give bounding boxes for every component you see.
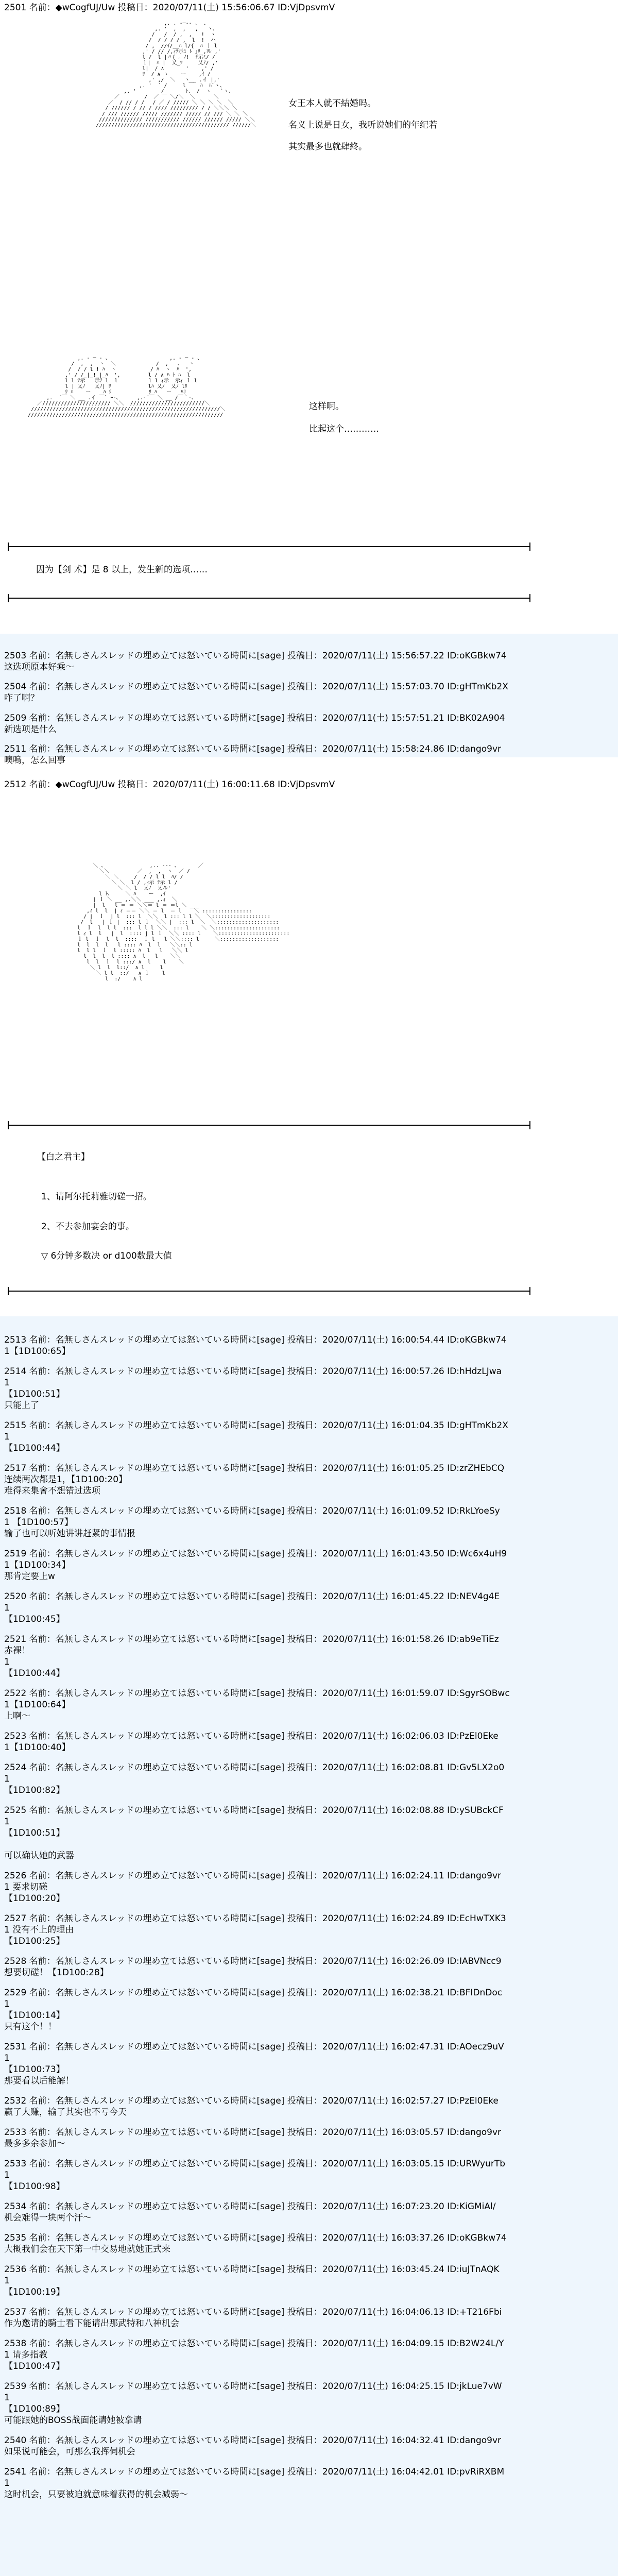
divider [8, 1125, 530, 1126]
reply-header: 2538 名前：名無しさんスレッドの埋め立ては怒いている時間に[sage] 投稿日：2020/07/11(土) 16:04:09.15 ID:B2W24L/Y [4, 2338, 504, 2349]
reply-header: 2540 名前：名無しさんスレッドの埋め立ては怒いている時間に[sage] 投稿日：2020/07/11(土) 16:04:32.41 ID:dango9vr [4, 2435, 502, 2446]
reply-body-line: 只有这个！！ [4, 2022, 57, 2032]
reply-header: 2534 名前：名無しさんスレッドの埋め立ては怒いている時間に[sage] 投稿日：2020/07/11(土) 16:07:23.20 ID:KiGMiAl/ [4, 2201, 496, 2212]
reply-body-line: 【1D100:89】 [4, 2404, 65, 2414]
reply-body-line: 机会难得一块两个汗～ [4, 2213, 92, 2223]
reply-body-line: 【1D100:47】 [4, 2361, 65, 2371]
reply-body: 咋了啊？ [4, 693, 39, 703]
reply-body-line: 【1D100:51】 [4, 1389, 65, 1399]
reply-body-line: 1 [4, 1432, 10, 1442]
reply-header: 2532 名前：名無しさんスレッドの埋め立ては怒いている時間に[sage] 投稿日：2020/07/11(土) 16:02:57.27 ID:PzEl0Eke [4, 2096, 499, 2106]
reply-header: 2536 名前：名無しさんスレッドの埋め立ては怒いている時間に[sage] 投稿日：2020/07/11(土) 16:03:45.24 ID:iuJTnAQK [4, 2264, 500, 2275]
reply-body-line: 1 请多指教 [4, 2350, 48, 2360]
reply-body-line: 1 [4, 2276, 10, 2286]
reply-body-line: 可能跟她的BOSS战面能请她被拿请 [4, 2415, 142, 2426]
reply-body-line: 【1D100:44】 [4, 1668, 65, 1679]
speech-line: 女王本人就不結婚吗。 [288, 98, 376, 109]
reply-header: 2520 名前：名無しさんスレッドの埋め立ては怒いている時間に[sage] 投稿日：2020/07/11(土) 16:01:45.22 ID:NEV4g4E [4, 1591, 500, 1602]
reply-body-line: 那肯定要上w [4, 1571, 55, 1582]
reply-body-line: 作为邀请的騎士看下能请出那武特和八神机会 [4, 2318, 179, 2329]
reply-body: 新选项是什么 [4, 724, 57, 735]
reply-body-line: 这时机会，只要被迫就意味着获得的机会减弱～ [4, 2489, 188, 2500]
narration: 因为【剑 术】是 8 以上，发生新的选项…… [36, 565, 208, 575]
post-header: 2501 名前：◆wCogfUJ/Uw 投稿日：2020/07/11(土) 15:56:06.67 ID:VjDpsvmV [4, 3, 335, 13]
divider-tick [529, 543, 530, 551]
reply-body-line: 1【1D100:65】 [4, 1346, 71, 1357]
reply-body-line: 【1D100:45】 [4, 1614, 65, 1624]
reply-body-line: 如果说可能会，可那么我挥伺机会 [4, 2447, 135, 2457]
reply-body-line: 只能上了 [4, 1400, 39, 1411]
reply-header: 2504 名前：名無しさんスレッドの埋め立ては怒いている時間に[sage] 投稿日：2020/07/11(土) 15:57:03.70 ID:gHTmKb2X [4, 682, 508, 692]
reply-body-line: 1 [4, 2170, 10, 2180]
reply-header: 2518 名前：名無しさんスレッドの埋め立ては怒いている時間に[sage] 投稿日：2020/07/11(土) 16:01:09.52 ID:RkLYoeSy [4, 1506, 500, 1516]
reply-header: 2527 名前：名無しさんスレッドの埋め立ては怒いている時間に[sage] 投稿日：2020/07/11(土) 16:02:24.89 ID:EcHwTXK3 [4, 1913, 506, 1924]
reply-body-line: 可以确认她的武器 [4, 1851, 74, 1861]
reply-body-line: 1【1D100:40】 [4, 1742, 71, 1753]
reply-body-line: 【1D100:19】 [4, 2287, 65, 2297]
reply-header: 2515 名前：名無しさんスレッドの埋め立ては怒いている時間に[sage] 投稿日：2020/07/11(土) 16:01:04.35 ID:gHTmKb2X [4, 1420, 508, 1431]
reply-body-line: 想要切磋！【1D100:28】 [4, 1968, 109, 1978]
reply-body-line: 赢了大赚，输了其实也不亏今天 [4, 2107, 127, 2117]
reply-body-line: 1 没有不上的理由 [4, 1925, 74, 1935]
divider-tick [8, 1287, 9, 1295]
reply-header: 2537 名前：名無しさんスレッドの埋め立ては怒いている時間に[sage] 投稿日：2020/07/11(土) 16:04:06.13 ID:+T216Fbi [4, 2307, 502, 2317]
reply-header: 2519 名前：名無しさんスレッドの埋め立ては怒いている時間に[sage] 投稿日：2020/07/11(土) 16:01:43.50 ID:Wc6x4uH9 [4, 1549, 507, 1559]
reply-header: 2517 名前：名無しさんスレッドの埋め立ては怒いている時間に[sage] 投稿日：2020/07/11(土) 16:01:05.25 ID:zrZHEbCQ [4, 1463, 505, 1473]
reply-header: 2533 名前：名無しさんスレッドの埋め立ては怒いている時間に[sage] 投稿日：2020/07/11(土) 16:03:05.15 ID:URWyurTb [4, 2159, 506, 2169]
speech-line: 这样啊。 [309, 401, 344, 412]
speech-line: 名义上说是日女，我听说她们的年纪若 [288, 120, 437, 130]
divider-tick [8, 1121, 9, 1129]
option-1: 1、请阿尔托莉雅切磋一招。 [41, 1192, 152, 1202]
divider-tick [8, 543, 9, 551]
reply-body-line: 1 [4, 1657, 10, 1667]
reply-header: 2509 名前：名無しさんスレッドの埋め立ては怒いている時間に[sage] 投稿日：2020/07/11(土) 15:57:51.21 ID:BK02A904 [4, 713, 505, 723]
ascii-art-characters-pair: ,. - ─ - 、 ,. - ─ - 、 / , , ヽ ＼ / , 、 ヽ / / / l ! ﾊ ヽ / ﾊ ヽ ﾊ ', ,' / /_|_!_|_ﾊ ', l / ∧ ﾊ ﾄ ﾊ l l l ﾃ示 示ﾃ l l l l ｨ示 示ｨ ｌ l l | 乂ﾉ 乂ﾉ| ﾘ lﾊ 乂ﾉ 乂ﾉ lﾘ ﾘ ﾊ ー ﾊ ﾘ ﾘ ﾊ ー ﾊﾘ ,. ´￣ ＼ __ .イ ￣` ｰ-、 ,.-´￣ ＼ __ /￣｀-、 ／////////////////////// ＼＼ ////////////////////////＼ /////////////////////////////////////////////////////////////＼ /////////////////////////////////////////////////////////////// [28, 355, 226, 418]
reply-header: 2541 名前：名無しさんスレッドの埋め立ては怒いている時間に[sage] 投稿日：2020/07/11(土) 16:04:42.01 ID:pvRiRXBM [4, 2467, 505, 2477]
option-2: 2、不去参加宴会的事。 [41, 1222, 134, 1232]
reply-body-line: 【1D100:25】 [4, 1936, 65, 1946]
reply-header: 2521 名前：名無しさんスレッドの埋め立ては怒いている時間に[sage] 投稿日：2020/07/11(土) 16:01:58.26 ID:ab9eTiEz [4, 1634, 499, 1645]
reply-header: 2526 名前：名無しさんスレッドの埋め立ては怒いている時間に[sage] 投稿日：2020/07/11(土) 16:02:24.11 ID:dango9vr [4, 1871, 502, 1881]
reply-body-line: 【1D100:51】 [4, 1828, 65, 1838]
reply-body-line: 1 [4, 2053, 10, 2063]
divider [8, 598, 530, 599]
divider-tick [529, 1121, 530, 1129]
reply-body-line: 【1D100:98】 [4, 2181, 65, 2192]
divider [8, 1291, 530, 1292]
reply-header: 2535 名前：名無しさんスレッドの埋め立ては怒いている時間に[sage] 投稿日：2020/07/11(土) 16:03:37.26 ID:oKGBkw74 [4, 2233, 507, 2243]
reply-body-line: 【1D100:44】 [4, 1443, 65, 1453]
reply-body-line: 【1D100:73】 [4, 2064, 65, 2075]
reply-body-line: 1【1D100:64】 [4, 1700, 71, 1710]
reply-body-line: 【1D100:14】 [4, 2010, 65, 2021]
reply-header: 2522 名前：名無しさんスレッドの埋め立ては怒いている時間に[sage] 投稿日：2020/07/11(土) 16:01:59.07 ID:SgyrSOBwc [4, 1688, 510, 1699]
reply-body-line: 1 [4, 1817, 10, 1827]
reply-header: 2514 名前：名無しさんスレッドの埋め立ては怒いている時間に[sage] 投稿日：2020/07/11(土) 16:00:57.26 ID:hHdzLJwa [4, 1366, 502, 1377]
reply-body-line: 1 [4, 1378, 10, 1388]
section-title: 【白之君主】 [37, 1152, 90, 1162]
reply-header: 2513 名前：名無しさんスレッドの埋め立ては怒いている時間に[sage] 投稿日：2020/07/11(土) 16:00:54.44 ID:oKGBkw74 [4, 1335, 507, 1345]
ascii-art-character: ,. . -─‐- 、 . ,. ' , , , ヽ、 / / / , , ! ヽ / / / / / , l ! ハ / , //ｲ/__ﾊ l/{ ﾊ ｜ l ,' / // /,ｨﾃ示ﾐ ﾄ ｣ﾘ ,ﾘﾚ ,' l / l |〃{ 。ﾉ! ﾃ示ﾐ/ / ｌ| ﾊ | 乂_ﾂ 乂ﾉ/ ,' l| / ∧ ' ,' / ﾘ / ∧ ヽ ー ,ｲ / ,' ,/ ＼ ヽ _ .イ |,' ,. ' ´ / l ￣ ﾊ ﾊ`ヽ、 ,. ' / ﾄ、 / ヽ `ヽ、 ／ / ／ ￣ ＼/＼ ＼ ＼ ／ / // / / / ／ / ///// ＼ ＼ ＼ ＼ ＼ / ////// / // / //// ///////// / / ＼＼＼ ＼ / /// ////// ///// /////// ///// // /// ＼ ＼ ＼ ////////////// /////////// ////// ////// ///// ＼＼ /////////////////////////////////////////// //////＼ [96, 21, 256, 128]
reply-body-line: 上啊～ [4, 1711, 30, 1721]
reply-header: 2528 名前：名無しさんスレッドの埋め立ては怒いている時間に[sage] 投稿日：2020/07/11(土) 16:02:26.09 ID:IABVNcc9 [4, 1956, 502, 1967]
reply-body: 噢嗚，怎么回事 [4, 755, 65, 766]
divider-tick [529, 1287, 530, 1295]
reply-body-line: 1 要求切磋 [4, 1882, 48, 1892]
reply-body-line: 1 【1D100:57】 [4, 1517, 73, 1528]
reply-body-line: 连续两次都是1，【1D100:20】 [4, 1475, 128, 1485]
reply-body-line: 1 [4, 1999, 10, 2009]
reply-header: 2539 名前：名無しさんスレッドの埋め立ては怒いている時間に[sage] 投稿日：2020/07/11(土) 16:04:25.15 ID:jkLue7vW [4, 2381, 502, 2392]
reply-header: 2503 名前：名無しさんスレッドの埋め立ては怒いている時間に[sage] 投稿日：2020/07/11(土) 15:56:57.22 ID:oKGBkw74 [4, 651, 507, 661]
reply-header: 2511 名前：名無しさんスレッドの埋め立ては怒いている時間に[sage] 投稿日：2020/07/11(土) 15:58:24.86 ID:dango9vr [4, 744, 502, 754]
reply-body-line: 难得来集會不想错过选项 [4, 1486, 100, 1496]
reply-body: 这选项原本好乘～ [4, 662, 74, 672]
ascii-art-knight: ＼ 、 ,.. -‐- 、 ／ ＼＼ ／ , , ヽ ／ / ＼ ＼ / / / l l ﾊ/ / ＼ ＼ l / ,ｨ示 ﾃ示 l / ＼ ＼ l 乂ﾉ 乂ﾉﾚ' l ﾄ、 ＼ ﾊ ー ,ｲ | ｌ ＼ __ ,.＼＼ ___ ,.ｨ ＼ | l l ＝ ＝ ＼＼＝ l ＝ ＝l ＼ ___ ,ｨ l l | ｨ ＝＝ ＼＼ ＝ l ＝ l ＼ :::::::::::::::: / | ｌ | l ::: l ＼＼ l ::: l l ＼ ＼::::::::::::::::::: / l | ｌ | ::: l ｌ ＼＼ | ::: l ＼ ＼:::::::::::::::::::: l ｌ l l l ::: l l l ＼＼ ::: l ＼ ＼::::::::::::::::::::: l ｨ l l | l :::: | l ｌ ＼＼ :::: l ＼::::::::::::::::::::::: ｌ l ｌ l l :::: ｌ l l ＼＼:::: l ＼::::::::::::::::::: l l l l l :::: ﾊ l l ＼＼:: l l l l ｌ l ::::: ﾊ l l ＼＼ l l l l l :::: ∧ l l ＼＼ l l ｌ l :::/ ∧ l l ＼ ＼ l l l::/ ∧ l l ＼ l l ::/ ∧ ｌ l l :/ ∧ l [77, 863, 290, 982]
speech-line: 其实最多也就肆終。 [288, 142, 367, 152]
reply-header: 2531 名前：名無しさんスレッドの埋め立ては怒いている時間に[sage] 投稿日：2020/07/11(土) 16:02:47.31 ID:AOecz9uV [4, 2042, 504, 2052]
reply-body-line: 【1D100:82】 [4, 1785, 65, 1795]
post-header: 2512 名前：◆wCogfUJ/Uw 投稿日：2020/07/11(土) 16:00:11.68 ID:VjDpsvmV [4, 779, 335, 790]
speech-line: 比起这个………… [309, 424, 379, 434]
reply-body-line: 1 [4, 1774, 10, 1784]
reply-body-line: 赤裸！ [4, 1646, 30, 1656]
reply-header: 2529 名前：名無しさんスレッドの埋め立ては怒いている時間に[sage] 投稿日：2020/07/11(土) 16:02:38.21 ID:BFIDnDoc [4, 1988, 503, 1998]
reply-body-line: 大概我们会在天下第一中交易地就她正式来 [4, 2244, 170, 2255]
reply-body-line: 那要看以后能解！ [4, 2076, 74, 2086]
reply-header: 2525 名前：名無しさんスレッドの埋め立ては怒いている時間に[sage] 投稿日：2020/07/11(土) 16:02:08.88 ID:ySUBckCF [4, 1805, 504, 1816]
reply-body-line: 最多多余参加～ [4, 2139, 65, 2149]
reply-body-line: 输了也可以听她讲讲赶紧的事情报 [4, 1529, 135, 1539]
reply-header: 2523 名前：名無しさんスレッドの埋め立ては怒いている時間に[sage] 投稿日：2020/07/11(土) 16:02:06.03 ID:PzEl0Eke [4, 1731, 499, 1741]
reply-body-line: 1【1D100:34】 [4, 1560, 71, 1570]
reply-body-line: 1 [4, 2478, 10, 2488]
divider-tick [529, 594, 530, 602]
reply-body-line: 【1D100:20】 [4, 1893, 65, 1904]
reply-header: 2524 名前：名無しさんスレッドの埋め立ては怒いている時間に[sage] 投稿日：2020/07/11(土) 16:02:08.81 ID:Gv5LX2o0 [4, 1762, 505, 1773]
divider [8, 546, 530, 547]
vote-instruction: ▽ 6分钟多数决 or d100数最大值 [41, 1251, 172, 1261]
reply-body-line: 1 [4, 1603, 10, 1613]
reply-body-line: 1 [4, 2393, 10, 2403]
divider-tick [8, 594, 9, 602]
reply-header: 2533 名前：名無しさんスレッドの埋め立ては怒いている時間に[sage] 投稿日：2020/07/11(土) 16:03:05.57 ID:dango9vr [4, 2127, 502, 2138]
